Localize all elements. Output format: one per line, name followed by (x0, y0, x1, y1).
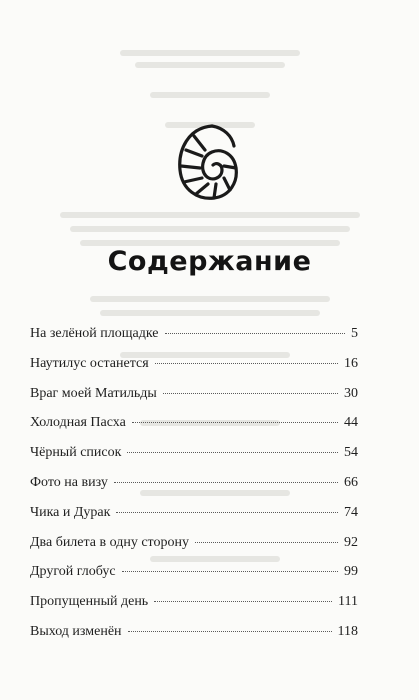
toc-entry-title: На зелёной площадке (30, 326, 159, 341)
toc-entry-title: Другой глобус (30, 564, 116, 580)
toc-entry-page: 30 (344, 385, 358, 401)
dot-leader (114, 482, 338, 483)
toc-entry-title: Фото на визу (30, 474, 108, 490)
toc-entry-title: Два билета в одну сторону (30, 534, 189, 550)
dot-leader (154, 601, 332, 602)
dot-leader (127, 452, 338, 453)
toc-entry-page: 5 (351, 326, 358, 341)
toc-entry-title: Враг моей Матильды (30, 385, 157, 401)
toc-entry-title: Чика и Дурак (30, 504, 111, 520)
nautilus-shell-icon (172, 120, 244, 204)
toc-entry (30, 564, 358, 594)
toc-entry (30, 594, 358, 624)
dot-leader (155, 363, 338, 364)
toc-entry-title: Пропущенный день (30, 594, 149, 610)
toc-entry-page: 92 (344, 534, 358, 550)
dot-leader (128, 631, 332, 632)
dot-leader (122, 571, 338, 572)
toc-entry-title: Чёрный список (30, 445, 122, 461)
toc-entry-page: 66 (344, 474, 358, 490)
toc-entry (30, 445, 358, 475)
toc-entry (30, 535, 358, 565)
toc-entry-page: 99 (344, 564, 358, 580)
toc-entry-page: 111 (338, 594, 358, 610)
dot-leader (116, 512, 338, 513)
toc-entry (30, 386, 358, 416)
toc-entry-page: 74 (344, 504, 358, 520)
toc-entry (30, 415, 358, 445)
toc-entry (30, 475, 358, 505)
toc-entry-page: 54 (344, 445, 358, 461)
dot-leader (163, 393, 338, 394)
dot-leader (132, 422, 338, 423)
toc-entry-page: 118 (337, 623, 358, 639)
toc-entry-title: Холодная Пасха (30, 415, 126, 431)
toc-entry-page: 16 (344, 355, 358, 371)
toc-entry-title: Наутилус останется (30, 355, 149, 371)
dot-leader (195, 542, 338, 543)
page-title: Содержание (107, 246, 312, 277)
toc-entry (30, 326, 358, 356)
toc-entry (30, 624, 358, 654)
toc-entry (30, 505, 358, 535)
toc-entry-page: 44 (344, 415, 358, 431)
dot-leader (165, 333, 345, 334)
toc-entry (30, 356, 358, 386)
table-of-contents (30, 326, 358, 654)
toc-entry-title: Выход изменён (30, 623, 122, 639)
